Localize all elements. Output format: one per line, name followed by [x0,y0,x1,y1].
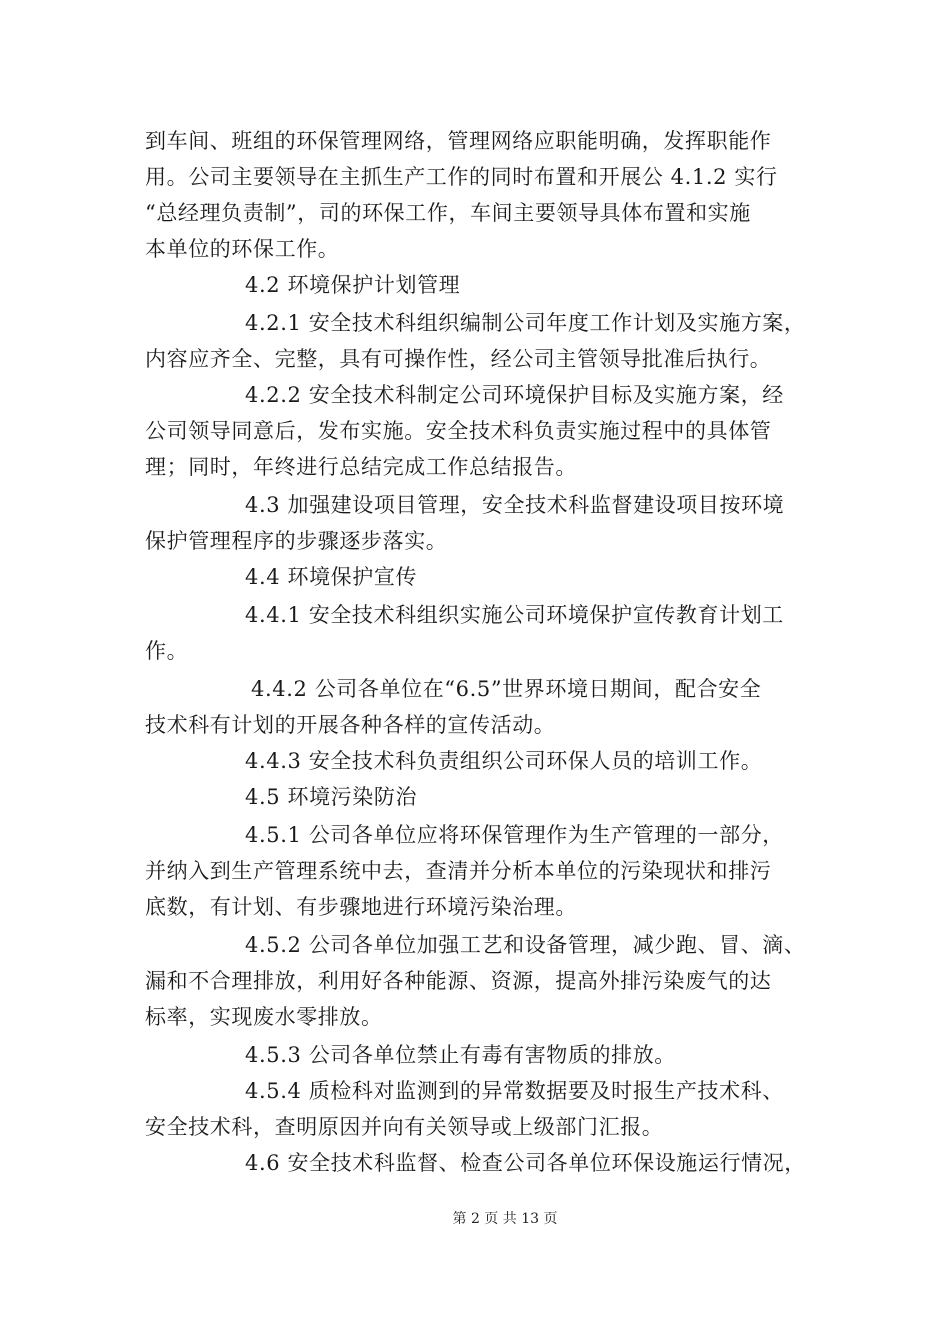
body-text-line: 4.5.3 公司各单位禁止有毒有害物质的排放。 [245,1043,676,1067]
body-text-line: 并纳入到生产管理系统中去，查清并分析本单位的污染现状和排污 [145,859,772,883]
body-text-line: 安全技术科，查明原因并向有关领导或上级部门汇报。 [145,1115,664,1139]
body-text-line: 本单位的环保工作。 [145,237,340,261]
body-text-line: 4.4.1 安全技术科组织实施公司环境保护宣传教育计划工 [245,603,784,627]
body-text-line: 4.2.2 安全技术科制定公司环境保护目标及实施方案，经 [245,383,784,407]
body-text-line: 4.4.3 安全技术科负责组织公司环保人员的培训工作。 [245,749,763,773]
body-text-line: 4.5.4 质检科对监测到的异常数据要及时报生产技术科、 [245,1079,784,1103]
body-text-line: 内容应齐全、完整，具有可操作性，经公司主管领导批准后执行。 [145,347,772,371]
body-text-line: 作。 [145,639,189,663]
body-text-line: 用。公司主要领导在主抓生产工作的同时布置和开展公 4.1.2 实行 [145,165,778,189]
body-text-line: 到车间、班组的环保管理网络，管理网络应职能明确，发挥职能作 [145,129,772,153]
body-text-line: “总经理负责制”，司的环保工作，车间主要领导具体布置和实施 [145,201,751,225]
body-text-line: 4.6 安全技术科监督、检查公司各单位环保设施运行情况， [245,1151,806,1175]
body-text-line: 4.2.1 安全技术科组织编制公司年度工作计划及实施方案， [245,311,806,335]
section-heading: 4.4 环境保护宣传 [245,565,418,589]
body-text-line: 保护管理程序的步骤逐步落实。 [145,529,448,553]
body-text-line: 理；同时，年终进行总结完成工作总结报告。 [145,455,577,479]
body-text-line: 4.4.2 公司各单位在“6.5”世界环境日期间，配合安全 [251,677,762,701]
page-number-footer: 第 2 页 共 13 页 [452,1211,558,1227]
body-text-line: 底数，有计划、有步骤地进行环境污染治理。 [145,895,577,919]
body-text-line: 4.3 加强建设项目管理，安全技术科监督建设项目按环境 [245,493,785,517]
body-text-line: 漏和不合理排放，利用好各种能源、资源，提高外排污染废气的达 [145,969,772,993]
section-heading: 4.2 环境保护计划管理 [245,273,461,297]
body-text-line: 4.5.2 公司各单位加强工艺和设备管理，减少跑、冒、滴、 [245,933,806,957]
body-text-line: 公司领导同意后，发布实施。安全技术科负责实施过程中的具体管 [145,419,772,443]
body-text-line: 标率，实现废水零排放。 [145,1005,383,1029]
section-heading: 4.5 环境污染防治 [245,785,418,809]
body-text-line: 技术科有计划的开展各种各样的宣传活动。 [145,713,556,737]
body-text-line: 4.5.1 公司各单位应将环保管理作为生产管理的一部分， [245,823,784,847]
